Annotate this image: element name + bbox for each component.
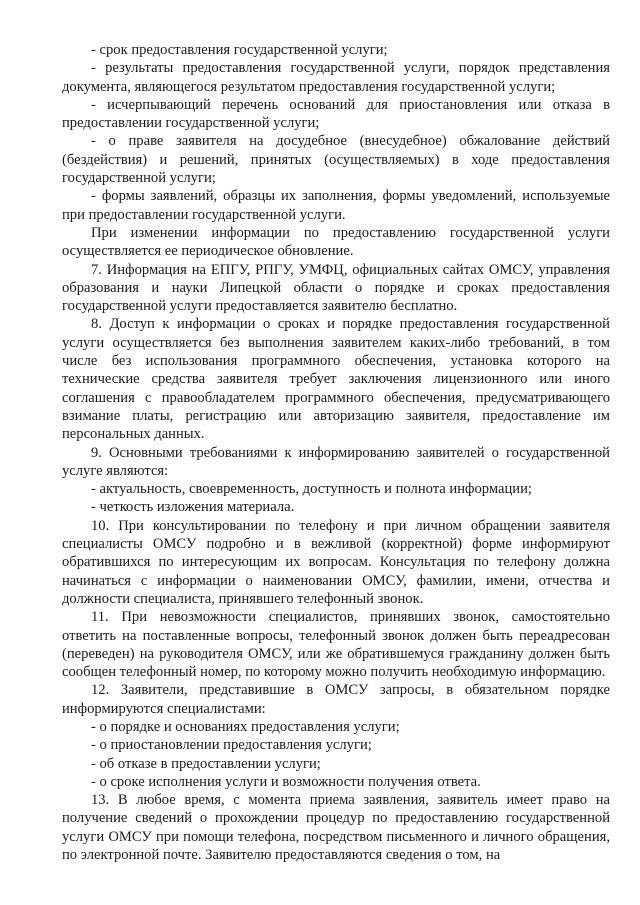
paragraph-9: 9. Основными требованиями к информированию заявителей о государственной услуге являются: bbox=[62, 444, 610, 479]
paragraph-8: 8. Доступ к информации о сроках и порядке предоставления государственной услуги осуществляется без выполнения заявителем каких-либо требований, в том числе без использования программного обеспечения, установка которого на технические средства заявителя требует заключения лицензионного или иного соглашения с правообладателем программного обеспечения, предусматривающего взимание платы, регистрацию или авторизацию заявителя, предоставление им персональных данных. bbox=[62, 316, 610, 443]
paragraph-info-update: При изменении информации по предоставлению государственной услуги осуществляется ее периодическое обновление. bbox=[62, 224, 610, 260]
list-item-appeal-right: - о праве заявителя на досудебное (внесудебное) обжалование действий (бездействия) и решений, принятых (осуществляемых) в ходе предоставления государственной услуги; bbox=[62, 133, 610, 187]
list-item-procedure: - о порядке и основаниях предоставления услуги; bbox=[91, 718, 400, 735]
document-page bbox=[62, 41, 610, 864]
list-item-application-forms: - формы заявлений, образцы их заполнения, формы уведомлений, используемые при предоставлении государственной услуги. bbox=[62, 188, 610, 223]
paragraph-12: 12. Заявители, представившие в ОМСУ запросы, в обязательном порядке информируются специалистами: bbox=[62, 682, 610, 717]
list-item-service-term: - срок предоставления государственной услуги; bbox=[91, 42, 388, 58]
list-item-suspension: - о приостановлении предоставления услуги; bbox=[91, 737, 372, 754]
list-item-service-results: - результаты предоставления государственной услуги, порядок представления документа, являющегося результатом предоставления государственной услуги; bbox=[62, 60, 610, 95]
paragraph-11: 11. При невозможности специалистов, принявших звонок, самостоятельно ответить на поставленные вопросы, телефонный звонок должен быть переадресован (переведен) на руководителя ОМСУ, или же обратившемуся гражданину должен быть сообщен телефонный номер, по которому можно получить необходимую информацию. bbox=[62, 609, 610, 681]
list-item-refusal-grounds: - исчерпывающий перечень оснований для приостановления или отказа в предоставлении государственной услуги; bbox=[62, 96, 610, 132]
list-item-refusal: - об отказе в предоставлении услуги; bbox=[91, 755, 321, 772]
paragraph-7: 7. Информация на ЕПГУ, РПГУ, УМФЦ, официальных сайтах ОМСУ, управления образования и науки Липецкой области о порядке и сроках предоставления государственной услуги предоставляется заявителю бесплатно. bbox=[62, 261, 610, 315]
list-item-info-relevance: - актуальность, своевременность, доступность и полнота информации; bbox=[91, 481, 532, 498]
list-item-deadline: - о сроке исполнения услуги и возможности получения ответа. bbox=[91, 773, 481, 790]
list-item-clarity: - четкость изложения материала. bbox=[91, 499, 295, 516]
paragraph-13: 13. В любое время, с момента приема заявления, заявитель имеет право на получение сведений о прохождении процедур по предоставлению государственной услуги ОМСУ при помощи телефона, посредством письменного и личного обращения, по электронной почте. Заявителю предоставляются сведения о том, на bbox=[62, 792, 610, 864]
paragraph-10: 10. При консультировании по телефону и при личном обращении заявителя специалисты ОМСУ подробно и в вежливой (корректной) форме информируют обратившихся по интересующим их вопросам. Консультация по телефону должна начинаться с информации о наименовании ОМСУ, фамилии, имени, отчества и должности специалиста, принявшего телефонный звонок. bbox=[62, 517, 610, 607]
